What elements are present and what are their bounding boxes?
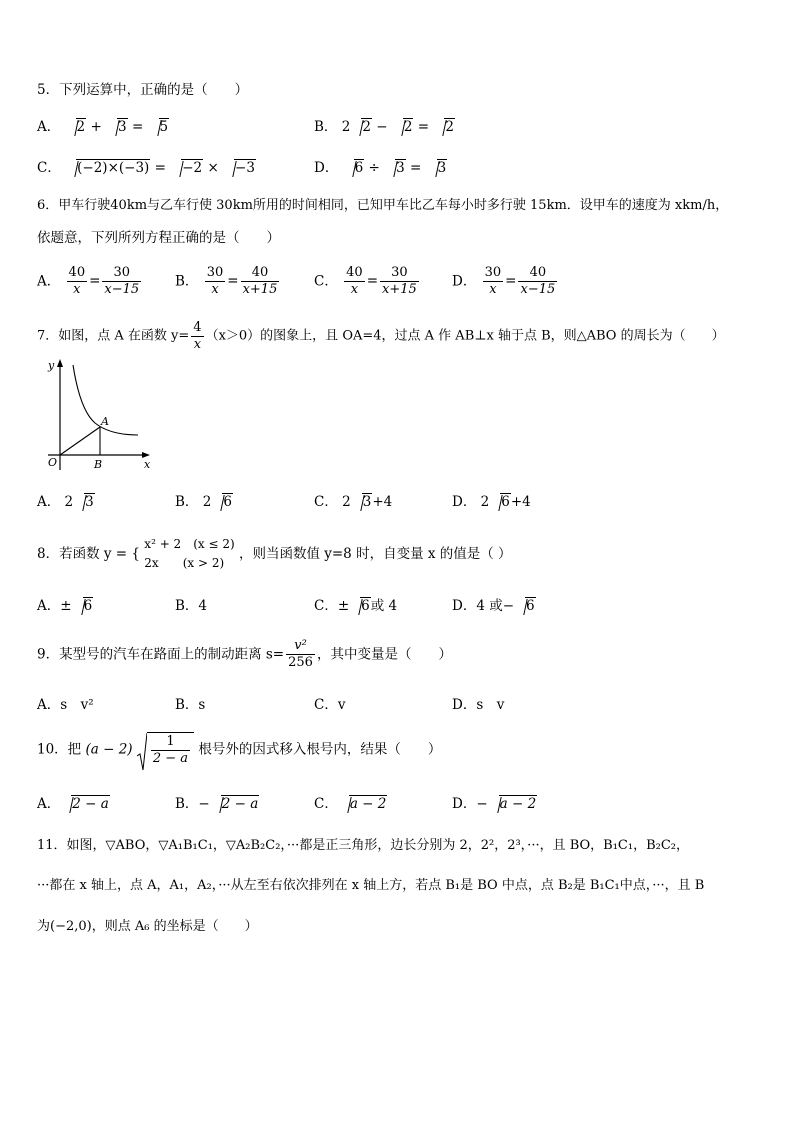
coef: 2 (341, 119, 351, 135)
sqrt: −3 (225, 159, 256, 177)
option-letter: B． (175, 697, 199, 713)
q10-option-a[interactable] (37, 795, 110, 813)
q5-option-c[interactable] (37, 159, 256, 177)
sqrt: 2 − a (62, 795, 110, 813)
label-y: y (48, 359, 55, 372)
q7-option-c[interactable]: C． 2 3+4 (314, 494, 393, 510)
sqrt: 3 (428, 159, 448, 177)
q9-stem: 9．某型号的汽车在路面上的制动距离 s= $\frac{\text{v²}}{256}$ ，其中变量是（ ） (37, 638, 452, 670)
option-letter: C． (314, 697, 338, 713)
option-letter: B． (175, 598, 199, 614)
q6-option-c[interactable]: C． $\frac{40}{x}$ = $\frac{30}{x+15}$ (314, 265, 417, 297)
q8-stem: 8．若函数 y = { x² + 2 (x ≤ 2) 2x (x > 2) ，则当函数值 y=8 时，自变量 x 的值是（ ） (37, 535, 512, 575)
sqrt: a − 2 (340, 795, 388, 813)
plus: + (90, 119, 102, 135)
sqrt: 3 (75, 493, 95, 511)
option-letter: C． (314, 598, 338, 614)
sqrt: −2 (172, 159, 203, 177)
q7-option-b[interactable]: B． 2 6 (175, 494, 232, 510)
sqrt: 6 (516, 597, 536, 615)
q6-option-b[interactable]: B． $\frac{30}{x}$ = $\frac{40}{x+15}$ (175, 265, 278, 297)
sqrt: 2 (394, 118, 414, 136)
option-letter: B． (175, 273, 199, 290)
option-letter: B． (314, 119, 338, 135)
sqrt-fraction (137, 732, 194, 767)
q11-stem-line1: 11．如图，▽ABO，▽A₁B₁C₁，▽A₂B₂C₂，···都是正三角形，边长分别为 2，2²，2³，···，且 BO，B₁C₁，B₂C₂， (37, 838, 690, 853)
q5-stem: 5．下列运算中，正确的是（ ） (37, 82, 249, 98)
q9-option-c[interactable]: C．v (314, 697, 346, 713)
fraction: $\frac{40}{x+15}$ (242, 265, 278, 297)
fraction: $\frac{\text{v²}}{256}$ (288, 638, 313, 670)
option-letter: D． (452, 796, 477, 812)
q6-stem-line1: 6．甲车行驶40km与乙车行使 30km所用的时间相同，已知甲车比乙车每小时多行驶 15km．设甲车的速度为 xkm/h， (37, 198, 729, 213)
radical-sign (137, 732, 147, 772)
sqrt: 2 − a (212, 795, 260, 813)
fraction: $\frac{30}{x}$ (206, 265, 224, 297)
fraction: $\frac{1}{2 - a}$ (152, 734, 189, 766)
q8-option-a[interactable]: A．± 6 (37, 598, 93, 614)
option-letter: B． (175, 494, 199, 510)
sqrt: 3 (108, 118, 128, 136)
sqrt: 6 (351, 597, 371, 615)
q7-stem: 7．如图，点 A 在函数 y= $\frac{4}{x}$ （x＞0）的图象上，且 OA=4，过点 A 作 AB⊥x 轴于点 B，则△ABO 的周长为（ ） (37, 320, 725, 352)
q9-option-a[interactable]: A．s v² (37, 697, 94, 713)
option-letter: C． (314, 796, 338, 812)
q6-stem-line2: 依题意，下列所列方程正确的是（ ） (37, 230, 280, 246)
q6-option-a[interactable]: A． $\frac{40}{x}$ = $\frac{30}{x-15}$ (37, 265, 140, 297)
equals: = (131, 119, 144, 135)
fraction: $\frac{30}{x}$ (484, 265, 502, 297)
option-letter: B． (175, 796, 199, 812)
option-letter: C． (314, 494, 338, 510)
divide: ÷ (368, 160, 380, 176)
q11-stem-line2: ···都在 x 轴上，点 A，A₁，A₂，···从左至右依次排列在 x 轴上方，若点 B₁是 BO 中点，点 B₂是 B₁C₁中点，···，且 B (37, 878, 705, 893)
label-o: O (48, 456, 58, 469)
equals: = (417, 119, 430, 135)
fraction: $\frac{40}{x}$ (346, 265, 363, 297)
fraction: $\frac{4}{x}$ (193, 320, 202, 352)
option-letter: A． (37, 598, 61, 614)
sqrt: 6 (345, 159, 365, 177)
q10-stem: 10．把 (a − 2) $\frac{1}{2 - a}$ 根号外的因式移入根号内，结果（ ） (37, 732, 441, 776)
piecewise-cases: x² + 2 (x ≤ 2) 2x (x > 2) (144, 537, 235, 570)
q6-option-d[interactable]: D． $\frac{30}{x}$ = $\frac{40}{x-15}$ (452, 265, 556, 297)
q5-option-d[interactable] (314, 159, 447, 177)
q8-option-b[interactable]: B．4 (175, 598, 208, 614)
label-b: B (94, 458, 103, 471)
q8-option-d[interactable]: D．4 或− 6 (452, 598, 535, 614)
option-letter: A． (37, 494, 61, 510)
fraction: $\frac{40}{x}$ (68, 265, 86, 297)
option-letter: A． (37, 796, 61, 812)
option-letter: C． (37, 160, 61, 176)
q9-option-d[interactable]: D．s v (452, 697, 505, 713)
times: × (207, 160, 219, 176)
segment-oa (60, 427, 100, 455)
option-letter: D． (452, 598, 477, 614)
sqrt: 6 (74, 597, 94, 615)
sqrt: 3 (386, 159, 406, 177)
option-letter: A． (37, 273, 61, 290)
sqrt: 2 (67, 118, 87, 136)
q11-stem-line3: 为(−2,0)，则点 A₆ 的坐标是（ ） (37, 919, 258, 934)
q10-option-c[interactable] (314, 795, 387, 813)
option-letter: D． (452, 697, 477, 713)
fraction: $\frac{40}{x-15}$ (520, 265, 556, 297)
q9-option-b[interactable]: B．s (175, 697, 206, 713)
equals: = (410, 160, 422, 176)
fraction: $\frac{30}{x-15}$ (104, 265, 140, 297)
minus: − (376, 119, 388, 135)
q7-option-d[interactable]: D． 2 6+4 (452, 494, 531, 510)
sqrt: (−2)×(−3) (67, 159, 150, 177)
option-letter: D． (452, 494, 477, 510)
label-a: A (101, 415, 109, 428)
sqrt: 6 (491, 493, 511, 511)
sqrt: 3 (353, 493, 373, 511)
label-x: x (144, 458, 151, 471)
q5-option-a[interactable] (37, 118, 169, 136)
option-letter: D． (452, 273, 477, 290)
sqrt: 5 (150, 118, 170, 136)
q7-figure (40, 355, 155, 475)
q8-option-c[interactable]: C．± 6或 4 (314, 598, 398, 614)
y-axis-arrow (57, 359, 63, 367)
sqrt: 2 (435, 118, 455, 136)
option-letter: D． (314, 160, 339, 176)
q10-option-b[interactable]: B．− 2 − a (175, 796, 259, 812)
option-letter: C． (314, 273, 338, 290)
q7-option-a[interactable]: A． 2 3 (37, 494, 94, 510)
equals: = (154, 160, 166, 176)
option-letter: A． (37, 697, 61, 713)
q5-option-b[interactable] (314, 118, 455, 136)
sqrt: 2 (352, 118, 372, 136)
sqrt: a − 2 (490, 795, 538, 813)
sqrt: 6 (213, 493, 233, 511)
fraction: $\frac{30}{x+15}$ (382, 265, 417, 297)
option-letter: A． (37, 119, 61, 135)
q10-option-d[interactable]: D．− a − 2 (452, 796, 537, 812)
